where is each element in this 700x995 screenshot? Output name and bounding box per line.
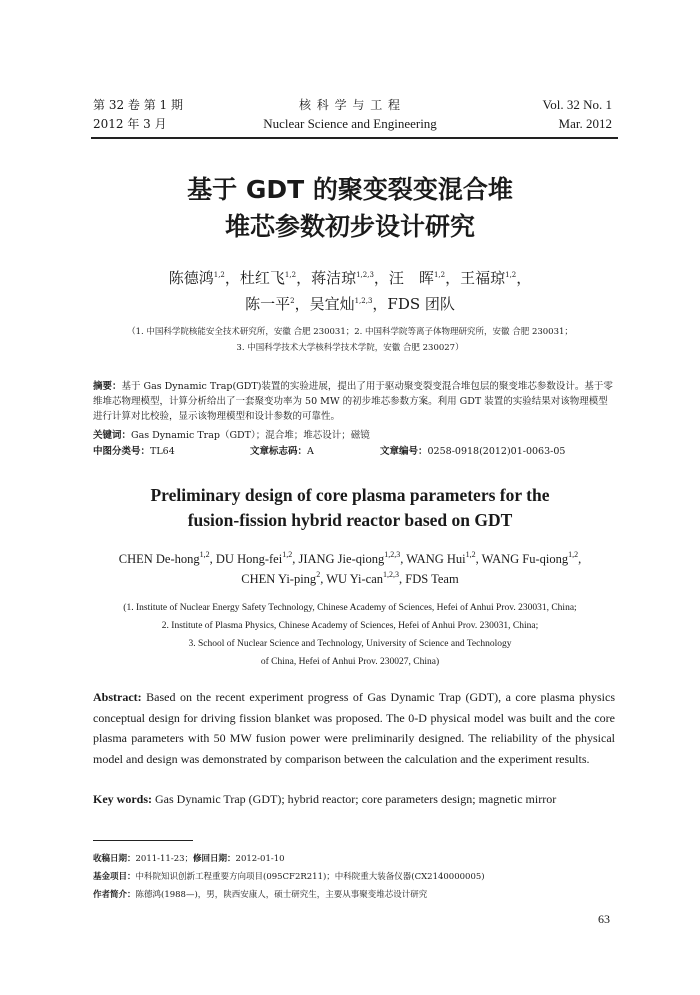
en-author: CHEN De-hong (118, 552, 200, 566)
cn-authors-line2: 陈一平$^2$，吴宜灿$^{1,2,3}$，FDS 团队 (245, 295, 455, 313)
en-affiliation-line1: (1. Institute of Nuclear Energy Safety Technology, Chinese Academy of Sciences, Hefei of Anhui Prov. 230031, China; (123, 603, 577, 613)
en-author: WANG Fu-qiong (481, 552, 569, 566)
en-authors-line2: CHEN Yi-ping$^2$, WU Yi-can$^{1,2,3}$, FDS Team (241, 570, 459, 586)
en-author: JIANG Jie-qiong (298, 552, 385, 566)
en-author: CHEN Yi-ping (241, 572, 317, 586)
cn-author: 杜红飞 (239, 269, 285, 287)
header-date-en: Mar. 2012 (558, 116, 612, 131)
cn-title-line1: 基于 GDT 的聚变裂变混合堆 (187, 175, 513, 204)
header-volume-en: Vol. 32 No. 1 (542, 97, 612, 112)
en-author: WANG Hui (406, 552, 466, 566)
cn-author: FDS 团队 (387, 295, 455, 313)
en-keywords-text: Gas Dynamic Trap (GDT); hybrid reactor; core parameters design; magnetic mirror (155, 792, 557, 806)
article-number: 文章编号：0258-0918(2012)01-0063-05 (380, 446, 566, 457)
en-authors-line1: CHEN De-hong$^{1,2}$, DU Hong-fei$^{1,2}$, JIANG Jie-qiong$^{1,2,3}$, WANG Hui$^{1,2}$, WANG Fu-qiong$^{1,2}$, (118, 550, 582, 566)
cn-author: 汪 晖 (388, 269, 434, 287)
footnote-funding: 基金项目：中科院知识创新工程重要方向项目(095CF2R211)；中科院重大装备仪器(CX2140000005) (93, 872, 485, 882)
en-author: WU Yi-can (326, 572, 384, 586)
en-author: DU Hong-fei (215, 552, 283, 566)
cn-title-line2: 堆芯参数初步设计研究 (224, 212, 475, 241)
en-abstract-text: Based on the recent experiment progress of Gas Dynamic Trap (GDT), a core plasma physics conceptual design for driving fission blanket was proposed. The 0-D physical model was built and the core plasma parameters with 50 MW fusion power were preliminarily designed. The reliability of the physical model and design was demonstrated by comparison between the calculation and the experiment results. (93, 690, 615, 766)
cn-affiliation-line2: 3. 中国科学技术大学核科学技术学院，安徽 合肥 230027） (236, 343, 464, 353)
cn-abstract-label: 摘要： (93, 381, 122, 392)
cn-author: 王福琼 (460, 269, 506, 287)
en-affiliation-line2: 2. Institute of Plasma Physics, Chinese Academy of Sciences, Hefei of Anhui Prov. 230031, China; (161, 621, 539, 631)
en-keywords (93, 789, 615, 810)
cn-keywords-text: Gas Dynamic Trap（GDT）；混合堆；堆芯设计；磁镜 (131, 430, 370, 441)
header-journal-cn: 核 科 学 与 工 程 (298, 98, 402, 112)
header-rule (91, 137, 618, 139)
cn-author: 蒋洁琼 (311, 269, 357, 287)
document-code: 文章标志码：A (250, 446, 314, 457)
en-title-line2: fusion-fission hybrid reactor based on GDT (187, 510, 513, 530)
clc-number: 中图分类号：TL64 (93, 446, 175, 457)
header-journal-en: Nuclear Science and Engineering (263, 116, 437, 131)
cn-affiliation-line1: （1. 中国科学院核能安全技术研究所，安徽 合肥 230031；2. 中国科学院等离子体物理研究所，安徽 合肥 230031； (127, 327, 573, 337)
cn-author: 陈德鸿 (168, 269, 214, 287)
page-number: 63 (598, 912, 610, 926)
cn-authors-line1: 陈德鸿$^{1,2}$，杜红飞$^{1,2}$，蒋洁琼$^{1,2,3}$，汪 晖$^{1,2}$，王福琼$^{1,2}$， (168, 269, 532, 287)
en-affiliation-line3: 3. School of Nuclear Science and Technology, University of Science and Technology (188, 639, 512, 649)
en-title-line1: Preliminary design of core plasma parameters for the (150, 485, 550, 505)
header-date-cn: 2012 年 3 月 (93, 117, 167, 131)
en-author: FDS Team (405, 572, 459, 586)
en-abstract-label: Abstract: (93, 690, 142, 704)
cn-author: 吴宜灿 (309, 295, 355, 313)
cn-abstract-text: 基于 Gas Dynamic Trap(GDT)装置的实验进展，提出了用于驱动聚变裂变混合堆包层的聚变堆芯参数设计。基于零维堆芯物理模型，计算分析给出了一套聚变功率为 50 MW 的初步堆芯参数方案。利用 GDT 装置的实验结果对该物理模型进行计算对比校验，显示该物理模型和设计参数的可靠性。 (93, 381, 613, 422)
en-affiliation-line4: of China, Hefei of Anhui Prov. 230027, China) (260, 657, 440, 667)
cn-author: 陈一平 (245, 295, 291, 313)
en-abstract (93, 687, 615, 769)
cn-keywords-label: 关键词： (93, 430, 132, 441)
en-keywords-label: Key words: (93, 792, 152, 806)
cn-abstract (93, 379, 613, 424)
header-volume-cn: 第 32 卷 第 1 期 (93, 98, 183, 112)
footnote-rule (93, 840, 193, 841)
cn-keywords (93, 428, 613, 443)
footnote-dates: 收稿日期：2011-11-23；修回日期：2012-01-10 (93, 854, 285, 864)
footnote-author-bio: 作者简介：陈德鸿(1988—)，男，陕西安康人，硕士研究生，主要从事聚变堆芯设计研究 (93, 890, 428, 900)
